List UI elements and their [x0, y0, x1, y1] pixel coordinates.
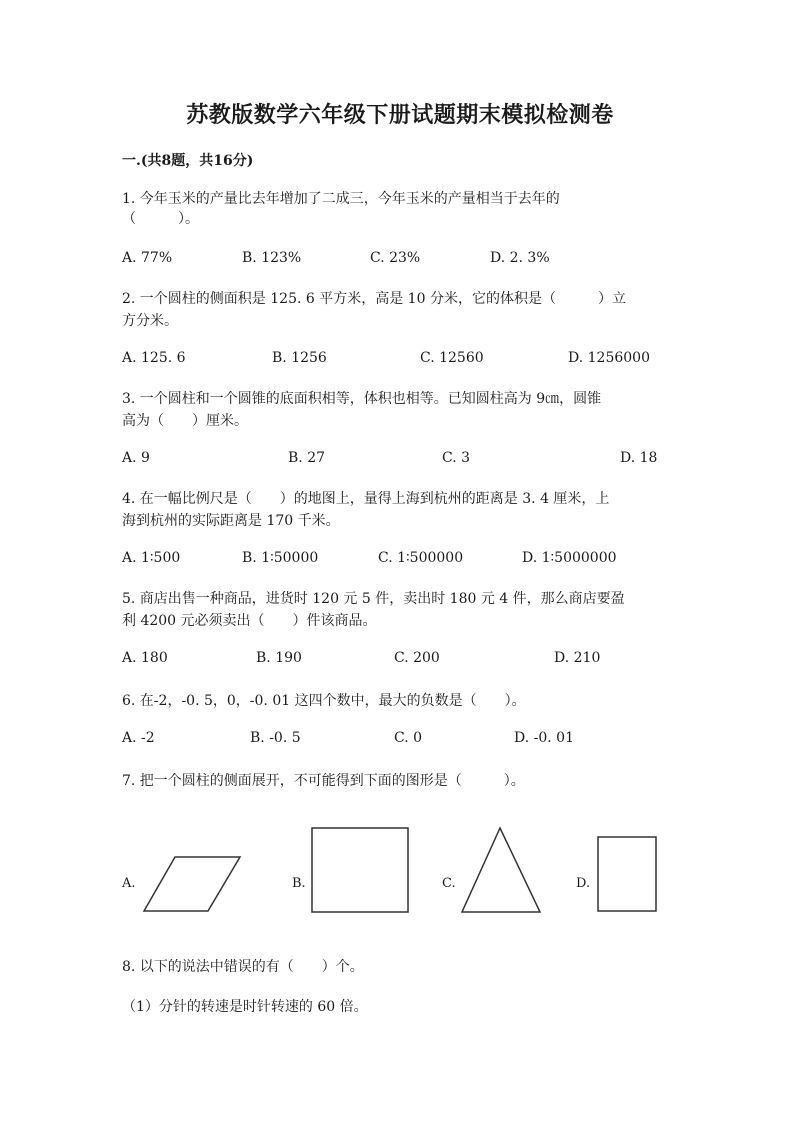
question-5-option-d: D. 210 — [554, 650, 601, 666]
question-2-line-2: 方分米。 — [122, 313, 178, 329]
question-3-option-d: D. 18 — [620, 450, 658, 466]
question-7-option-b: B. — [292, 876, 306, 891]
question-6-line-1: 6. 在-2，-0. 5，0，-0. 01 这四个数中，最大的负数是（ ）。 — [122, 693, 526, 709]
question-4-option-b: B. 1∶50000 — [242, 550, 319, 566]
question-7-line-1: 7. 把一个圆柱的侧面展开，不可能得到下面的图形是（ ）。 — [122, 773, 525, 789]
question-1-option-a: A. 77% — [122, 250, 173, 266]
page-title: 苏教版数学六年级下册试题期末模拟检测卷 — [186, 102, 614, 128]
question-7-option-c: C. — [442, 876, 456, 891]
question-3-line-1: 3. 一个圆柱和一个圆锥的底面积相等，体积也相等。已知圆柱高为 9㎝，圆锥 — [122, 391, 602, 407]
question-2-option-b: B. 1256 — [272, 350, 327, 366]
question-5-option-a: A. 180 — [122, 650, 168, 666]
parallelogram-figure — [142, 855, 242, 915]
question-4-line-2: 海到杭州的实际距离是 170 千米。 — [122, 513, 340, 529]
section-heading: 一.(共8题，共16分) — [122, 153, 254, 169]
question-1-option-b: B. 123% — [242, 250, 302, 266]
question-7-option-d: D. — [576, 876, 591, 891]
question-2-option-d: D. 1256000 — [568, 350, 650, 366]
question-2-option-c: C. 12560 — [420, 350, 484, 366]
question-3-option-a: A. 9 — [122, 450, 150, 466]
question-8-statement-1: （1）分针的转速是时针转速的 60 倍。 — [122, 999, 368, 1015]
question-3-option-b: B. 27 — [288, 450, 326, 466]
question-6-option-a: A. -2 — [122, 730, 155, 746]
question-4-option-a: A. 1∶500 — [122, 550, 181, 566]
question-1-line-2: （ ）。 — [122, 211, 199, 227]
question-4-option-c: C. 1∶500000 — [378, 550, 464, 566]
question-5-option-b: B. 190 — [256, 650, 302, 666]
question-1-option-c: C. 23% — [370, 250, 421, 266]
question-8-line-1: 8. 以下的说法中错误的有（ ）个。 — [122, 959, 364, 975]
triangle-figure — [460, 826, 544, 914]
question-1-line-1: 1. 今年玉米的产量比去年增加了二成三，今年玉米的产量相当于去年的 — [122, 191, 560, 207]
question-3-option-c: C. 3 — [442, 450, 471, 466]
question-6-option-d: D. -0. 01 — [514, 730, 574, 746]
question-1-option-d: D. 2. 3% — [490, 250, 550, 266]
question-3-line-2: 高为（ ）厘米。 — [122, 413, 248, 429]
question-2-option-a: A. 125. 6 — [122, 350, 186, 366]
rectangle-figure — [596, 835, 658, 913]
question-5-option-c: C. 200 — [394, 650, 440, 666]
question-4-line-1: 4. 在一幅比例尺是（ ）的地图上，量得上海到杭州的距离是 3. 4 厘米，上 — [122, 491, 610, 507]
question-6-option-c: C. 0 — [394, 730, 423, 746]
question-2-line-1: 2. 一个圆柱的侧面积是 125. 6 平方米，高是 10 分米，它的体积是（ ）立 — [122, 291, 626, 307]
question-4-option-d: D. 1∶5000000 — [522, 550, 617, 566]
question-5-line-1: 5. 商店出售一种商品，进货时 120 元 5 件，卖出时 180 元 4 件，那么商店要盈 — [122, 591, 625, 607]
square-figure — [310, 826, 410, 914]
question-7-option-a: A. — [122, 876, 136, 891]
question-5-line-2: 利 4200 元必须卖出（ ）件该商品。 — [122, 613, 377, 629]
question-6-option-b: B. -0. 5 — [250, 730, 301, 746]
